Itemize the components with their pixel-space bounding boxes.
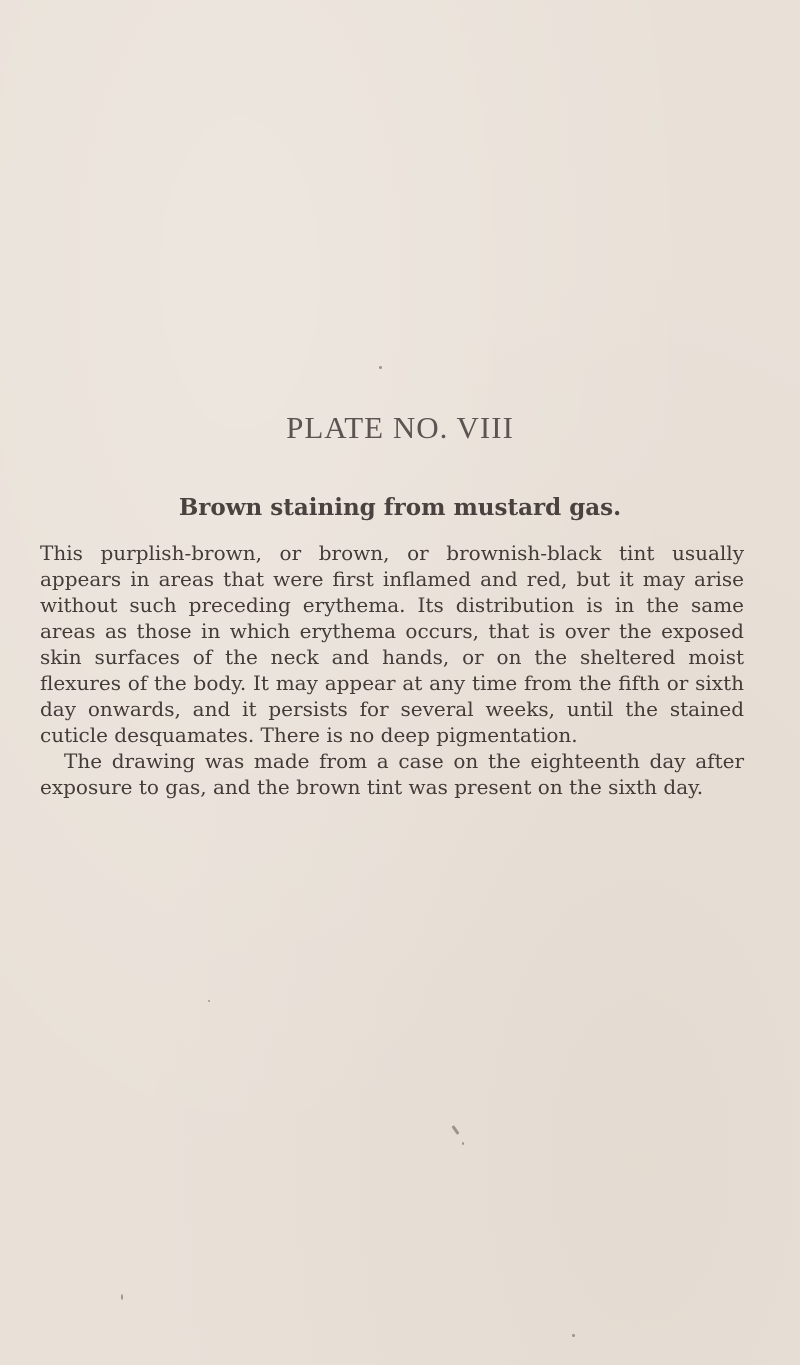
paper-speck bbox=[379, 366, 382, 369]
paper-speck bbox=[451, 1125, 459, 1135]
caption-title: Brown staining from mustard gas. bbox=[178, 494, 622, 521]
paper-speck bbox=[208, 1000, 210, 1002]
plate-title: PLATE NO. VIII bbox=[286, 410, 514, 445]
paper-speck bbox=[121, 1294, 123, 1300]
paper-speck bbox=[572, 1334, 575, 1337]
body-paragraph: The drawing was made from a case on the eighteenth day after exposure to gas, and the brown tint was present on the sixth day. bbox=[40, 749, 744, 799]
body-paragraph: This purplish-brown, or brown, or brownish-black tint usually appears in areas that were first inflamed and red, but it may arise without such preceding erythema. Its distribution is in the same areas as those in which erythema occurs, that is over the exposed skin surfaces of the neck and hands, or on the sheltered moist flexures of the body. It may appear at any time from the fifth or sixth day onwards, and it persists for several weeks, until the stained cuticle desquamates. There is no deep pigmentation. bbox=[40, 541, 744, 747]
paper-speck bbox=[462, 1142, 464, 1145]
body-text bbox=[40, 540, 744, 800]
